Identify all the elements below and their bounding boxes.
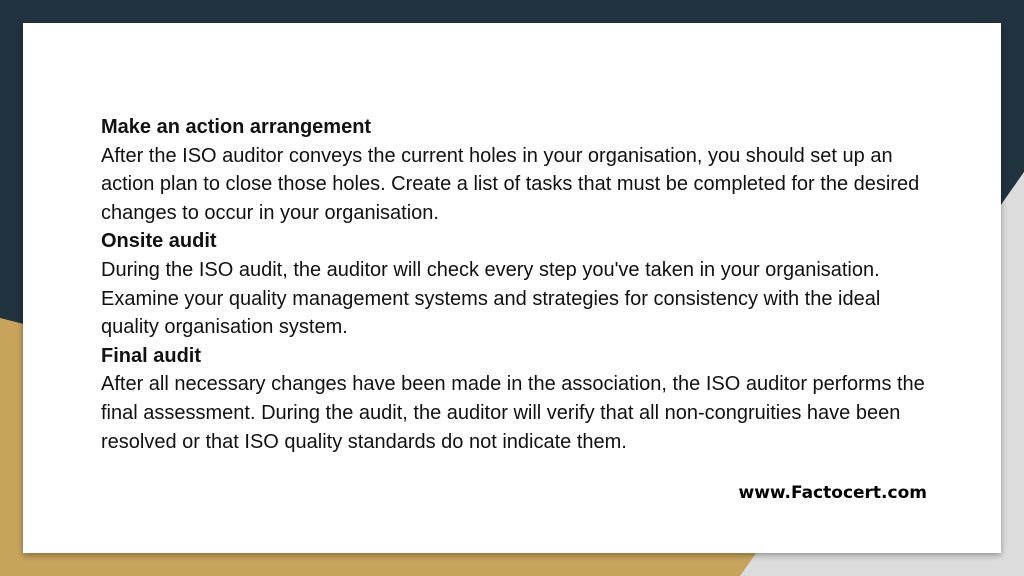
section-body-final-audit: After all necessary changes have been made in the association, the ISO auditor performs the final assessment. During the audit, the auditor will verify that all non-congruities have been resolved or that ISO quality standards do not indicate them.	[101, 373, 925, 453]
content-text-block	[101, 113, 931, 456]
section-body-action-arrangement: After the ISO auditor conveys the current holes in your organisation, you should set up an action plan to close those holes. Create a list of tasks that must be completed for the desired changes to occur in your organisation.	[101, 144, 920, 224]
section-title-onsite-audit: Onsite audit	[101, 230, 217, 253]
section-title-final-audit: Final audit	[101, 344, 201, 367]
section-body-onsite-audit: During the ISO audit, the auditor will check every step you've taken in your organisation. Examine your quality management systems and strategies for consistency with the ideal quality organisation system.	[101, 258, 881, 339]
website-url: www.Factocert.com	[738, 483, 927, 503]
section-title-action-arrangement: Make an action arrangement	[101, 116, 372, 138]
